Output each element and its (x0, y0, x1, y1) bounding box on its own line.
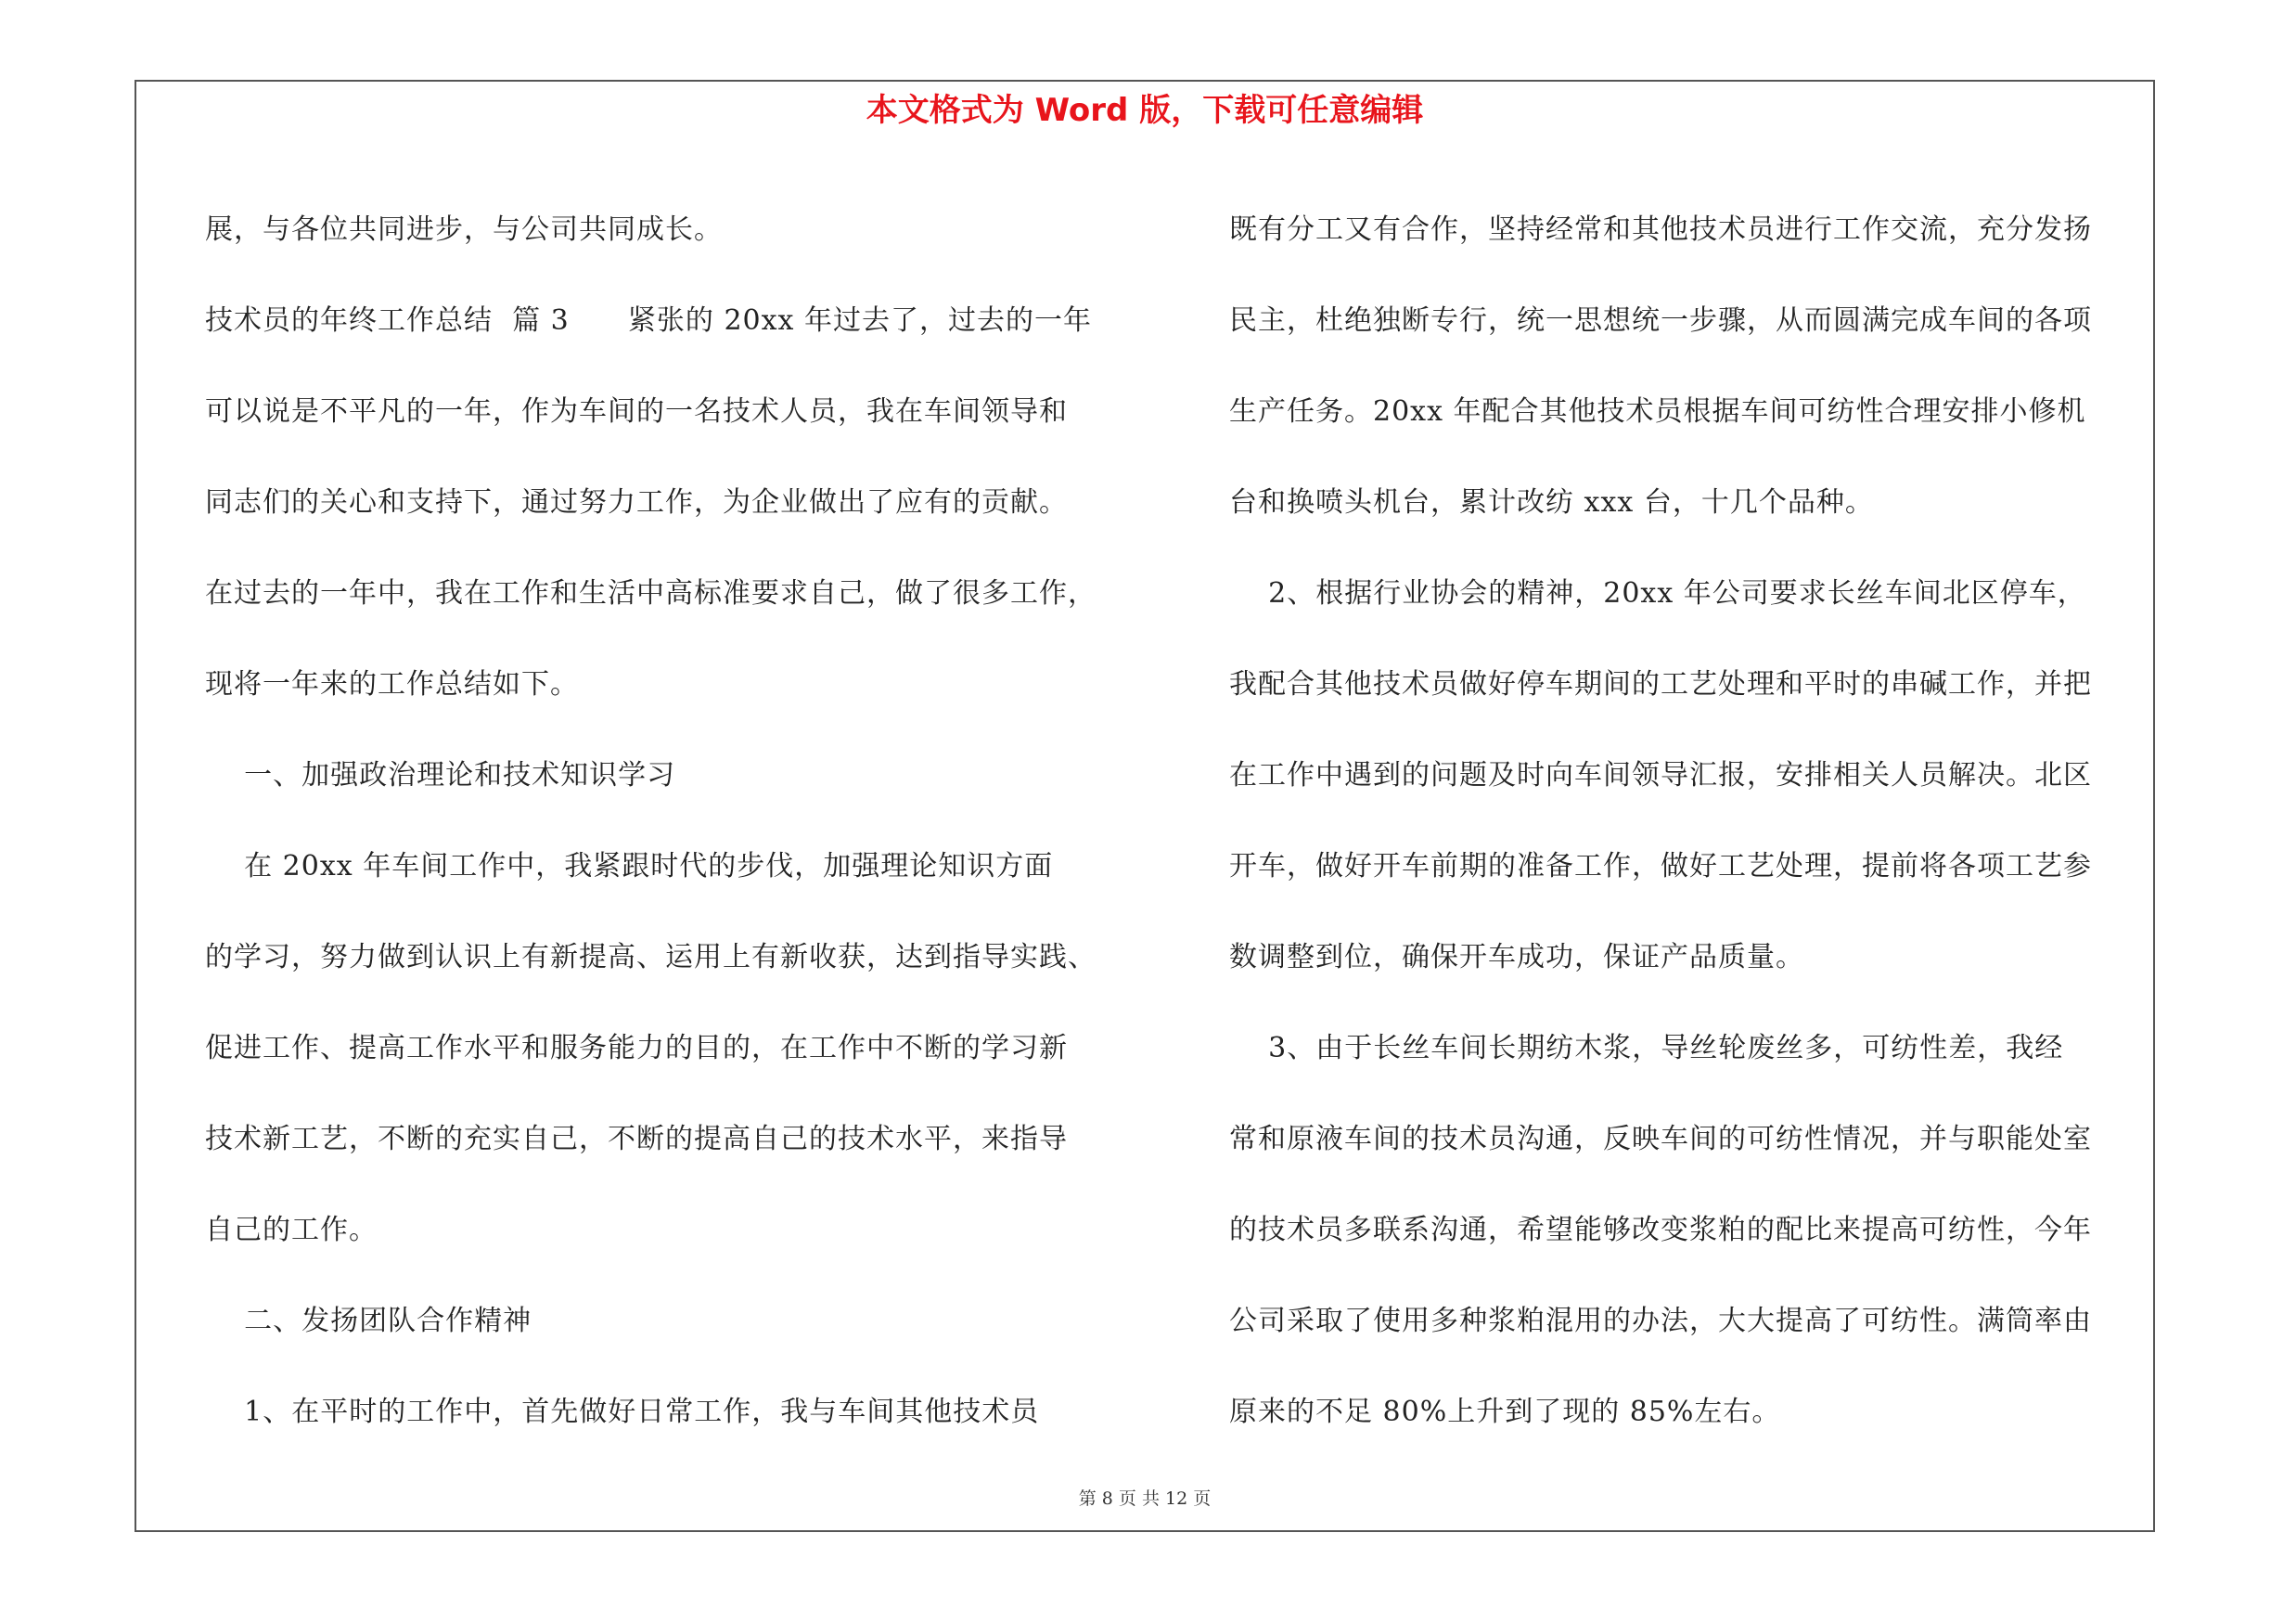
right-column (1229, 185, 2157, 1458)
document-page (135, 80, 2155, 1532)
text-line: 技术新工艺，不断的充实自己，不断的提高自己的技术水平，来指导 (205, 1123, 1068, 1155)
text-line: 同志们的关心和支持下，通过努力工作，为企业做出了应有的贡献。 (205, 486, 1068, 519)
text-line: 开车，做好开车前期的准备工作，做好工艺处理，提前将各项工艺参 (1229, 850, 2092, 882)
page-number: 第 8 页 共 12 页 (1078, 1488, 1212, 1509)
text-line: 技术员的年终工作总结 篇 3 紧张的 20xx 年过去了，过去的一年 (205, 304, 1092, 337)
text-line: 的技术员多联系沟通，希望能够改变浆粕的配比来提高可纺性，今年 (1229, 1214, 2092, 1246)
format-banner: 本文格式为 Word 版，下载可任意编辑 (866, 92, 1424, 129)
section-heading: 二、发扬团队合作精神 (205, 1305, 532, 1337)
left-column (205, 185, 1133, 1458)
text-line: 展，与各位共同进步，与公司共同成长。 (205, 213, 723, 246)
text-line: 台和换喷头机台，累计改纺 xxx 台，十几个品种。 (1229, 486, 1874, 519)
text-line: 常和原液车间的技术员沟通，反映车间的可纺性情况，并与职能处室 (1229, 1123, 2092, 1155)
text-line: 民主，杜绝独断专行，统一思想统一步骤，从而圆满完成车间的各项 (1229, 304, 2092, 337)
text-line: 公司采取了使用多种浆粕混用的办法，大大提高了可纺性。满筒率由 (1229, 1305, 2092, 1337)
text-line: 2、根据行业协会的精神，20xx 年公司要求长丝车间北区停车， (1229, 577, 2086, 610)
text-line: 自己的工作。 (205, 1214, 378, 1246)
text-line: 在过去的一年中，我在工作和生活中高标准要求自己，做了很多工作， (205, 577, 1097, 610)
text-line: 3、由于长丝车间长期纺木浆，导丝轮废丝多，可纺性差，我经 (1229, 1032, 2064, 1064)
text-line: 促进工作、提高工作水平和服务能力的目的，在工作中不断的学习新 (205, 1032, 1068, 1064)
text-line: 数调整到位，确保开车成功，保证产品质量。 (1229, 941, 1804, 973)
text-line: 现将一年来的工作总结如下。 (205, 668, 579, 701)
text-line: 我配合其他技术员做好停车期间的工艺处理和平时的串碱工作，并把 (1229, 668, 2092, 701)
text-line: 既有分工又有合作，坚持经常和其他技术员进行工作交流，充分发扬 (1229, 213, 2092, 246)
text-line: 原来的不足 80%上升到了现的 85%左右。 (1229, 1396, 1781, 1428)
text-line: 可以说是不平凡的一年，作为车间的一名技术人员，我在车间领导和 (205, 395, 1068, 428)
text-line: 在工作中遇到的问题及时向车间领导汇报，安排相关人员解决。北区 (1229, 759, 2092, 792)
text-line: 1、在平时的工作中，首先做好日常工作，我与车间其他技术员 (205, 1396, 1040, 1428)
text-line: 的学习，努力做到认识上有新提高、运用上有新收获，达到指导实践、 (205, 941, 1097, 973)
text-line: 在 20xx 年车间工作中，我紧跟时代的步伐，加强理论知识方面 (205, 850, 1054, 882)
text-line: 生产任务。20xx 年配合其他技术员根据车间可纺性合理安排小修机 (1229, 395, 2086, 428)
section-heading: 一、加强政治理论和技术知识学习 (205, 759, 676, 792)
